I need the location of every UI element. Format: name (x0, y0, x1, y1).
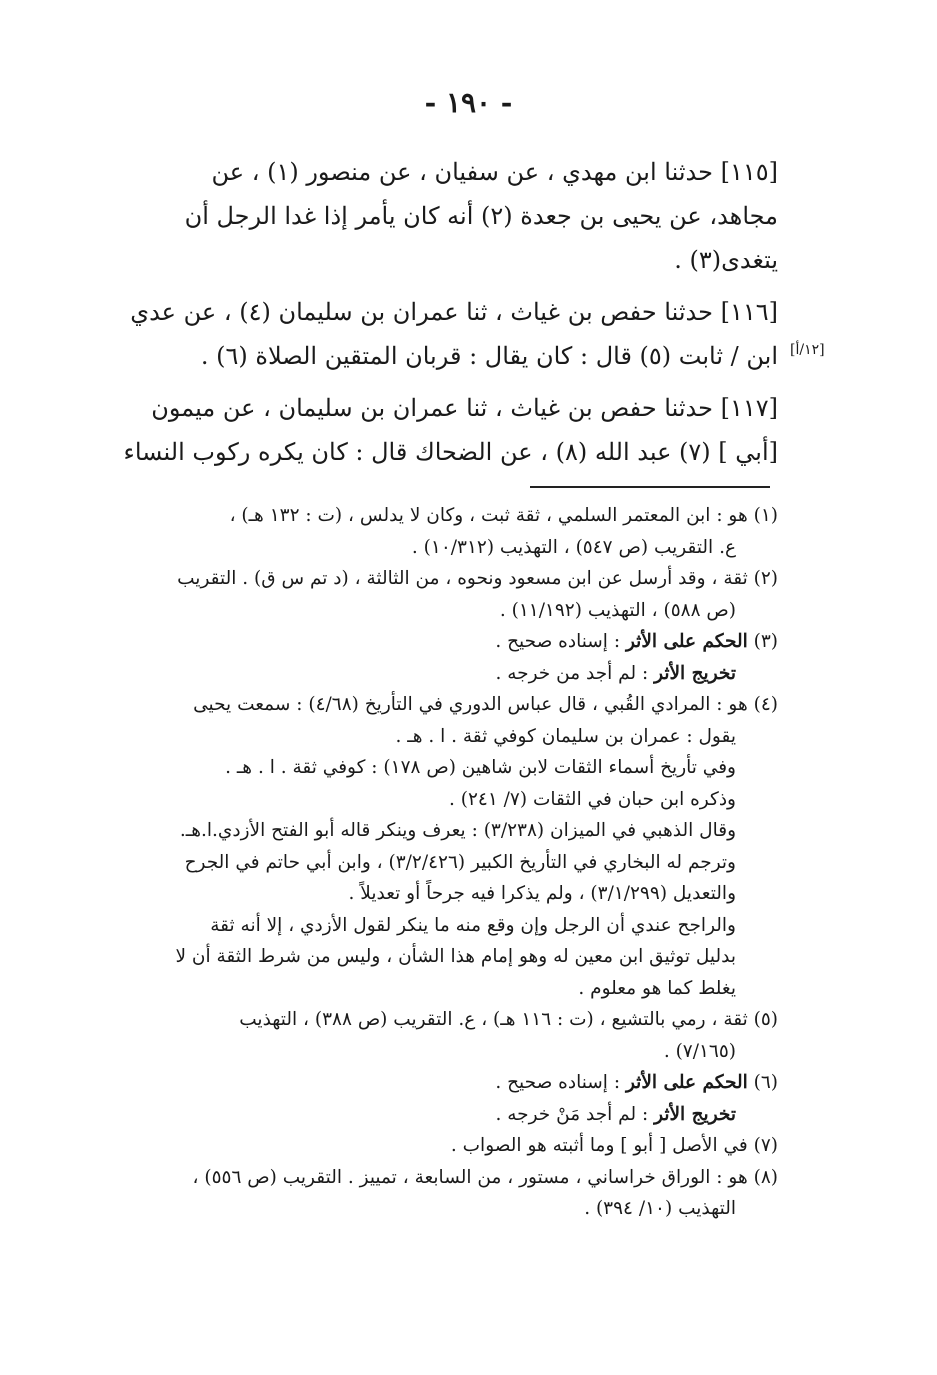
footnotes (88, 500, 778, 1225)
footnote-number: (٣) (753, 631, 778, 652)
text-line: [أبي ] (٧) عبد الله (٨) ، عن الضحاك قال : كان يكره ركوب النساء (123, 438, 778, 466)
hukm-text: : إسناده صحيح . (495, 1072, 621, 1093)
footnote-line: (٧) في الأصل [ أبو ] وما أثبته هو الصواب . (450, 1135, 778, 1156)
athar-116 (88, 290, 778, 378)
main-text (88, 150, 778, 482)
footnote-5 (88, 1004, 778, 1067)
athar-115 (88, 150, 778, 282)
footnote-1 (88, 500, 778, 563)
hukm-label: الحكم على الأثر (625, 631, 748, 652)
footnote-line (88, 626, 778, 658)
footnote-line: بدليل توثيق ابن معين له وهو إمام هذا الشأن ، وليس من شرط الثقة أن لا (175, 946, 736, 967)
footnote-7 (88, 1130, 778, 1162)
takhrij-text: : لم أجد من خرجه . (495, 662, 649, 684)
footnote-line: وقال الذهبي في الميزان (٣/٢٣٨) : يعرف وينكر قاله أبو الفتح الأزدي.ا.هـ. (179, 820, 736, 841)
page-number: - ١٩٠ - (424, 86, 513, 119)
footnote-line: يغلط كما هو معلوم . (578, 977, 736, 999)
footnote-line: والتعديل (٣/١/٢٩٩) ، ولم يذكرا فيه جرحاً أو تعديلاً . (348, 883, 736, 904)
text-line: [١١٧] حدثنا حفص بن غياث ، ثنا عمران بن سليمان ، عن ميمون (151, 394, 778, 422)
text-line: ابن / ثابت (٥) قال : كان يقال : قربان المتقين الصلاة (٦) . (200, 342, 778, 370)
footnote-line: (٥) ثقة ، رمي بالتشيع ، (ت : ١١٦ هـ) ، ع. التقريب (ص ٣٨٨) ، التهذيب (239, 1009, 778, 1030)
footnote-line (88, 658, 778, 690)
footnote-line: التهذيب (١٠/ ٣٩٤) . (584, 1198, 736, 1219)
takhrij-label: تخريج الأثر (654, 1103, 736, 1125)
text-line: مجاهد، عن يحيى بن جعدة (٢) أنه كان يأمر إذا غدا الرجل أن (184, 202, 778, 230)
text-line: [١١٥] حدثنا ابن مهدي ، عن سفيان ، عن منصور (١) ، عن (211, 158, 778, 186)
footnote-line (88, 1099, 778, 1131)
footnote-line: والراجح عندي أن الرجل وإن وقع منه ما ينكر لقول الأزدي ، إلا أنه ثقة (210, 914, 736, 936)
footnote-8 (88, 1162, 778, 1225)
footnote-line (88, 1067, 778, 1099)
takhrij-text: : لم أجد مَنْ خرجه . (495, 1103, 649, 1125)
footnote-6 (88, 1067, 778, 1130)
footnote-line: وفي تأريخ أسماء الثقات لابن شاهين (ص ١٧٨) : كوفي ثقة . ا . هـ . (225, 757, 736, 778)
footnote-3 (88, 626, 778, 689)
footnote-4 (88, 689, 778, 1004)
footnote-number: (٦) (753, 1072, 778, 1093)
manuscript-folio-note: [١٢/أ] (790, 342, 825, 358)
text-line: [١١٦] حدثنا حفص بن غياث ، ثنا عمران بن سليمان (٤) ، عن عدي (130, 298, 778, 326)
footnote-line: (٢) ثقة ، وقد أرسل عن ابن مسعود ونحوه ، من الثالثة ، (د تم س ق) . التقريب (177, 568, 778, 589)
footnote-2 (88, 563, 778, 626)
footnote-line: (٤) هو : المرادي القُبي ، قال عباس الدوري في التأريخ (٤/٦٨) : سمعت يحيى (193, 694, 778, 715)
footnote-line: (٨) هو : الوراق خراساني ، مستور ، من السابعة ، تمييز . التقريب (ص ٥٥٦) ، (192, 1166, 778, 1188)
footnote-line: وذكره ابن حبان في الثقات (٧/ ٢٤١) . (448, 788, 736, 810)
text-line: يتغدى(٣) . (674, 246, 778, 274)
hukm-text: : إسناده صحيح . (495, 631, 621, 652)
footnote-line: (ص ٥٨٨) ، التهذيب (١١/١٩٢) . (499, 599, 736, 621)
footnote-separator (530, 486, 770, 488)
footnote-line: وترجم له البخاري في التأريخ الكبير (٣/٢/٤٢٦) ، وابن أبي حاتم في الجرح (184, 851, 736, 873)
footnote-line: ع. التقريب (ص ٥٤٧) ، التهذيب (١٠/٣١٢) . (411, 536, 736, 558)
athar-117 (88, 386, 778, 474)
footnote-line: (١) هو : ابن المعتمر السلمي ، ثقة ثبت ، وكان لا يدلس ، (ت : ١٣٢ هـ) ، (229, 505, 778, 526)
footnote-line: (٧/١٦٥) . (663, 1040, 736, 1062)
footnote-line: يقول : عمران بن سليمان كوفي ثقة . ا . هـ . (395, 725, 736, 747)
takhrij-label: تخريج الأثر (654, 662, 736, 684)
hukm-label: الحكم على الأثر (625, 1072, 748, 1093)
